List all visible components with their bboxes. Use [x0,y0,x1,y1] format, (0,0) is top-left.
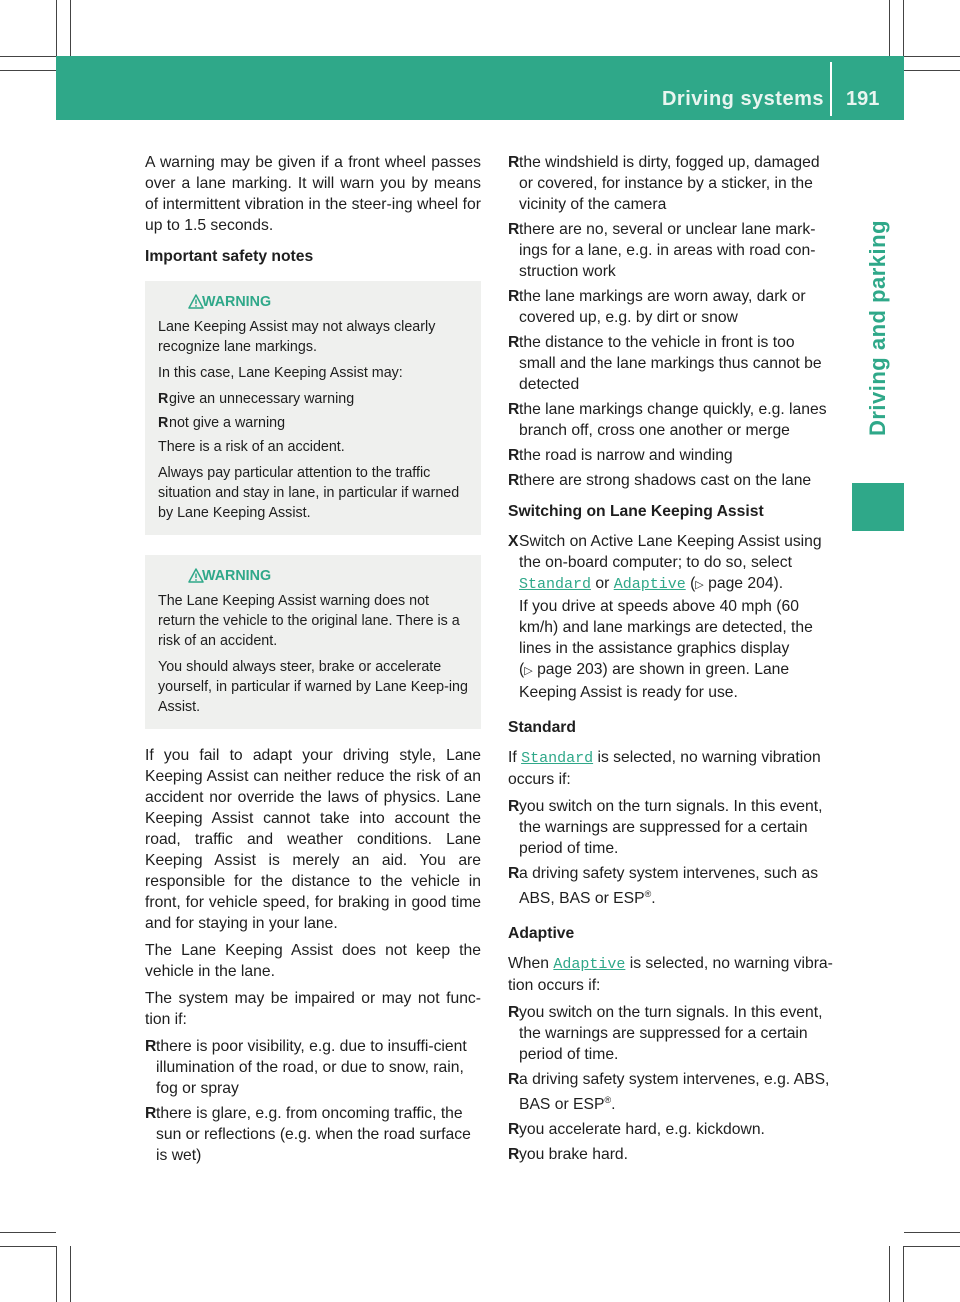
list-item-text: you brake hard. [519,1146,629,1164]
bullet-icon: R [508,1121,520,1139]
registered-mark: ® [644,889,652,899]
heading-adaptive: Adaptive [508,925,575,943]
list-item [508,152,835,215]
list-item-text: a driving safety system intervenes, e.g. ABS, BAS or ESP [519,1071,830,1114]
list-item: R a driving safety system intervenes, such as ABS, BAS or ESP®. [508,865,819,908]
list-item-text: the lane markings change quickly, e.g. lanes branch off, cross one another or merge [519,401,827,439]
list-item-text: you switch on the turn signals. In this event, the warnings are suppressed for a certain period of time. [519,798,823,857]
bullet-icon: R [145,1105,157,1122]
warning-text: In this case, Lane Keeping Assist may: [158,365,403,381]
side-tab-label: Driving and parking [865,219,890,437]
list-item [158,413,468,433]
list-item-text: the road is narrow and winding [519,447,733,464]
warning-title: WARNING [202,568,272,584]
left-column [145,152,481,1170]
list-item [508,1119,835,1140]
list-item-text: give an unnecessary warning [169,391,355,407]
display-text-adaptive: Adaptive [613,576,686,593]
display-text-adaptive: Adaptive [553,956,626,974]
bullet-icon: R [508,221,520,238]
right-column [508,152,835,1169]
page-ref-icon: ▷ [695,579,704,591]
warning-text: Always pay particular attention to the traffic situation and stay in lane, in particular if warned by Lane Keeping Assist. [158,465,460,521]
step-text: Switch on Active Lane Keeping Assist using the on-board computer; to do so, select [519,533,822,571]
step-arrow-icon: X [508,533,519,550]
bullet-icon: R [508,472,520,489]
list-item [145,1036,481,1099]
crop-mark [0,70,56,71]
bullet-icon: R [508,798,520,815]
list-item-text: a driving safety system intervenes, such as ABS, BAS or ESP [519,865,819,908]
list-item-text: there are no, several or unclear lane mark-ings for a lane, e.g. in areas with road con-struction work [519,221,816,280]
crop-mark [904,1232,960,1233]
list-item [508,445,835,466]
list-item-text: not give a warning [169,415,286,431]
list-item-text: there is poor visibility, e.g. due to insuffi-cient illumination of the road, or due to snow, rain, fog or spray [156,1038,467,1097]
list-item [508,470,835,491]
list-item [508,286,835,328]
crop-mark [56,0,57,56]
step-text: If you drive at speeds above 40 mph (60 km/h) and lane markings are detected, the lines in the assistance graphics display [519,598,813,657]
list-item [508,1144,835,1165]
warning-box [145,555,481,729]
list-item [508,1002,835,1065]
warning-icon [188,294,204,309]
crop-mark [0,1232,56,1233]
list-item [158,389,468,409]
warning-text: You should always steer, brake or accelerate yourself, in particular if warned by Lane Keep-ing Assist. [158,659,468,715]
bullet-icon: R [508,288,520,305]
warning-header [158,291,468,313]
page-reference: (▷ page 203) are shown in green. Lane Keeping Assist is ready for use. [519,661,790,701]
crop-mark [903,1246,904,1302]
list-item [508,219,835,282]
warning-box [145,281,481,535]
list-item-text: the distance to the vehicle in front is too small and the lane markings thus cannot be detected [519,334,822,393]
paragraph: If Standard is selected, no warning vibration occurs if: [508,749,821,788]
section-title: Driving systems [661,88,824,110]
crop-mark [70,1246,71,1302]
warning-text: The Lane Keeping Assist warning does not return the vehicle to the original lane. There is a risk of an accident. [158,593,460,649]
crop-mark [0,1246,56,1247]
heading-standard: Standard [508,719,576,736]
bullet-icon: R [508,401,520,418]
list-item [508,796,835,859]
list-item-text: there are strong shadows cast on the lane [519,472,812,489]
crop-mark [904,70,960,71]
list-item-text: you switch on the turn signals. In this event, the warnings are suppressed for a certain period of time. [519,1004,823,1064]
warning-text: There is a risk of an accident. [158,439,345,455]
warning-title: WARNING [202,294,272,310]
page-number: 191 [846,88,880,110]
crop-mark [904,1246,960,1247]
warning-icon [188,568,204,583]
page-reference: (▷ page 204). [690,575,784,592]
warning-text: Lane Keeping Assist may not always clearly recognize lane markings. [158,319,436,355]
crop-mark [904,56,960,57]
step-item [508,531,835,703]
list-item [145,1103,481,1166]
page-ref-icon: ▷ [524,665,533,677]
bullet-icon: R [508,1071,520,1089]
list-item-text: the windshield is dirty, fogged up, damaged or covered, for instance by a sticker, in the vicinity of the camera [519,154,820,213]
crop-mark [889,1246,890,1302]
bullet-icon: R [508,154,520,171]
heading-safety-notes: Important safety notes [145,248,314,265]
crop-mark [56,1246,57,1302]
paragraph: The Lane Keeping Assist does not keep the vehicle in the lane. [145,942,481,980]
bullet-icon: R [508,865,520,882]
bullet-icon: R [158,415,169,431]
paragraph: The system may be impaired or may not func-tion if: [145,990,481,1028]
side-tab-marker [852,483,904,531]
display-text-standard: Standard [519,576,592,593]
bullet-icon: R [508,1004,520,1022]
heading-switching-on: Switching on Lane Keeping Assist [508,503,764,520]
list-item: R a driving safety system intervenes, e.g. ABS, BAS or ESP®. [508,1071,830,1114]
list-item [508,332,835,395]
list-item-text: the lane markings are worn away, dark or covered up, e.g. by dirt or snow [519,288,806,326]
intro-paragraph: A warning may be given if a front wheel passes over a lane marking. It will warn you by means of intermittent vibration in the steer-ing wheel for up to 1.5 seconds. [145,154,481,234]
header-separator [830,62,832,116]
bullet-icon: R [508,447,520,464]
warning-header [158,565,468,587]
paragraph: When Adaptive is selected, no warning vibra-tion occurs if: [508,955,833,995]
crop-mark [903,0,904,56]
crop-mark [70,0,71,56]
bullet-icon: R [508,1146,520,1164]
list-item [508,399,835,441]
bullet-icon: R [145,1038,157,1055]
display-text-standard: Standard [521,750,594,767]
crop-mark [889,0,890,56]
paragraph: If you fail to adapt your driving style, Lane Keeping Assist can neither reduce the risk of an accident nor override the laws of physics. Lane Keeping Assist cannot take into account the road, traffic and weather conditions. Lane Keeping Assist is merely an aid. You are responsible for the distance to the vehicle in front, for vehicle speed, for braking in good time and for staying in your lane. [145,747,481,932]
bullet-icon: R [508,334,520,351]
list-item-text: there is glare, e.g. from oncoming traffic, the sun or reflections (e.g. when the road surface is wet) [156,1105,471,1164]
registered-mark: ® [604,1095,612,1106]
list-item-text: you accelerate hard, e.g. kickdown. [519,1121,765,1139]
crop-mark [0,56,56,57]
step-text: or [595,575,610,592]
bullet-icon: R [158,391,169,407]
